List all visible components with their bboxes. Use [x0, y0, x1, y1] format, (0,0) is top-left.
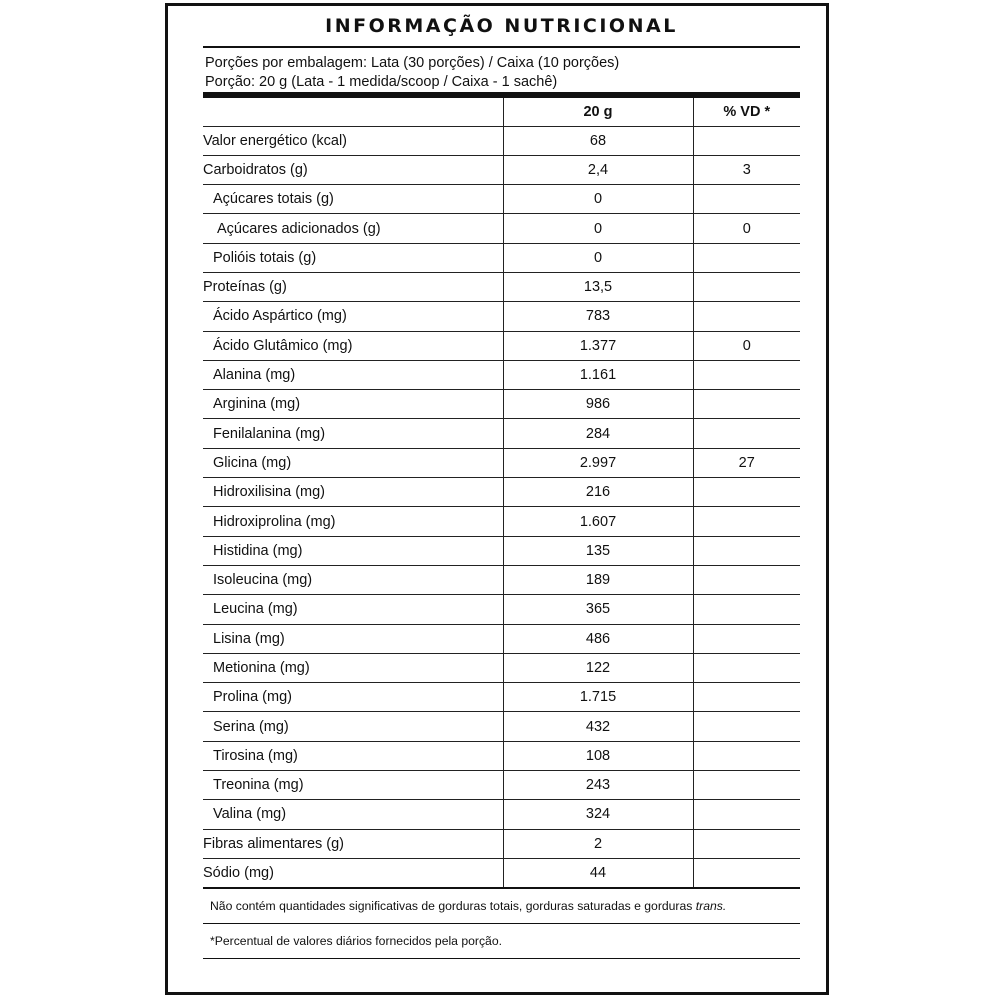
nutrient-name: Polióis totais (g): [213, 249, 317, 266]
table-row: [203, 272, 800, 301]
table-header: [203, 98, 800, 126]
serving-info: [203, 48, 800, 92]
nutrient-name: Arginina (mg): [213, 396, 301, 413]
header-nutrient: [203, 98, 503, 126]
nutrient-name-cell: [203, 155, 503, 184]
nutrient-daily-value: 3: [693, 155, 800, 184]
nutrient-daily-value: [693, 653, 800, 682]
nutrient-name: Fibras alimentares (g): [203, 835, 345, 852]
disclaimer-trans: trans.: [695, 898, 727, 913]
footnote: *Percentual de valores diários fornecidos pela porção.: [210, 933, 502, 948]
nutrient-name: Hidroxilisina (mg): [213, 484, 325, 501]
nutrient-amount: 216: [503, 478, 693, 507]
nutrient-name: Serina (mg): [213, 718, 289, 735]
nutrient-daily-value: [693, 507, 800, 536]
nutrient-name: Prolina (mg): [213, 689, 292, 706]
nutrient-name-cell: [203, 448, 503, 477]
nutrient-amount: 986: [503, 390, 693, 419]
nutrient-daily-value: [693, 126, 800, 155]
nutrient-name-cell: [203, 565, 503, 594]
table-row: [203, 478, 800, 507]
disclaimer-text: Não contém quantidades significativas de gorduras totais, gorduras saturadas e gorduras: [210, 898, 696, 913]
nutrient-daily-value: [693, 302, 800, 331]
nutrient-name-cell: [203, 800, 503, 829]
table-row: [203, 565, 800, 594]
nutrient-name-cell: [203, 653, 503, 682]
nutrient-name: Treonina (mg): [213, 777, 304, 794]
nutrient-name-cell: [203, 390, 503, 419]
nutrient-amount: 0: [503, 214, 693, 243]
nutrient-amount: 2.997: [503, 448, 693, 477]
nutrient-name-cell: [203, 536, 503, 565]
nutrient-name: Tirosina (mg): [213, 747, 298, 764]
nutrient-name: Hidroxiprolina (mg): [213, 513, 336, 530]
table-row: [203, 448, 800, 477]
header-daily-value: % VD *: [693, 98, 800, 126]
nutrition-label: [165, 3, 829, 995]
table-row: [203, 185, 800, 214]
table-row: [203, 536, 800, 565]
nutrient-name: Fenilalanina (mg): [213, 425, 326, 442]
nutrient-name: Valor energético (kcal): [203, 132, 347, 149]
nutrient-name-cell: [203, 829, 503, 858]
table-row: [203, 741, 800, 770]
table-row: [203, 302, 800, 331]
nutrient-amount: 0: [503, 243, 693, 272]
nutrient-name: Leucina (mg): [213, 601, 298, 618]
nutrient-amount: 1.161: [503, 360, 693, 389]
nutrient-daily-value: [693, 712, 800, 741]
nutrient-amount: 1.715: [503, 683, 693, 712]
nutrient-daily-value: [693, 185, 800, 214]
nutrient-name: Alanina (mg): [213, 367, 296, 384]
nutrient-amount: 486: [503, 624, 693, 653]
nutrient-daily-value: [693, 624, 800, 653]
table-row: [203, 712, 800, 741]
nutrient-name-cell: [203, 302, 503, 331]
nutrient-name-cell: [203, 712, 503, 741]
nutrient-name: Histidina (mg): [213, 542, 303, 559]
nutrient-name-cell: [203, 478, 503, 507]
nutrient-amount: 2: [503, 829, 693, 858]
table-row: [203, 360, 800, 389]
table-row: [203, 214, 800, 243]
nutrient-amount: 243: [503, 771, 693, 800]
nutrient-amount: 122: [503, 653, 693, 682]
nutrient-daily-value: [693, 800, 800, 829]
nutrient-daily-value: [693, 595, 800, 624]
serving-size: Porção: 20 g (Lata - 1 medida/scoop / Caixa - 1 sachê): [205, 74, 558, 90]
nutrient-name-cell: [203, 126, 503, 155]
table-row: [203, 800, 800, 829]
nutrient-daily-value: 0: [693, 331, 800, 360]
table-row: [203, 858, 800, 887]
nutrient-daily-value: [693, 536, 800, 565]
nutrient-daily-value: [693, 683, 800, 712]
nutrient-amount: 44: [503, 858, 693, 887]
nutrition-label-content: [203, 6, 800, 959]
nutrient-name-cell: [203, 214, 503, 243]
nutrient-name-cell: [203, 683, 503, 712]
nutrient-amount: 1.607: [503, 507, 693, 536]
nutrient-amount: 68: [503, 126, 693, 155]
nutrient-amount: 783: [503, 302, 693, 331]
nutrient-name: Ácido Aspártico (mg): [213, 308, 347, 325]
table-row: [203, 595, 800, 624]
table-row: [203, 624, 800, 653]
nutrient-name-cell: [203, 624, 503, 653]
nutrient-name: Açúcares adicionados (g): [217, 220, 381, 237]
nutrient-amount: 135: [503, 536, 693, 565]
nutrient-amount: 2,4: [503, 155, 693, 184]
servings-per-package: Porções por embalagem: Lata (30 porções) / Caixa (10 porções): [205, 55, 620, 71]
nutrient-name-cell: [203, 595, 503, 624]
nutrient-daily-value: [693, 858, 800, 887]
nutrient-daily-value: [693, 829, 800, 858]
nutrient-name-cell: [203, 858, 503, 887]
nutrient-daily-value: [693, 741, 800, 770]
table-row: [203, 155, 800, 184]
footnote-divider: [203, 958, 800, 959]
nutrient-name: Ácido Glutâmico (mg): [213, 337, 353, 354]
nutrient-name-cell: [203, 741, 503, 770]
nutrient-daily-value: [693, 360, 800, 389]
table-row: [203, 243, 800, 272]
table-row: [203, 331, 800, 360]
nutrient-name: Proteínas (g): [203, 279, 287, 296]
nutrient-amount: 189: [503, 565, 693, 594]
nutrient-daily-value: [693, 565, 800, 594]
nutrient-name-cell: [203, 272, 503, 301]
nutrient-name: Açúcares totais (g): [213, 191, 334, 208]
nutrient-name-cell: [203, 360, 503, 389]
nutrient-amount: 432: [503, 712, 693, 741]
table-row: [203, 507, 800, 536]
nutrient-name: Sódio (mg): [203, 864, 274, 881]
table-row: [203, 419, 800, 448]
table-row: [203, 771, 800, 800]
nutrient-daily-value: 0: [693, 214, 800, 243]
table-row: [203, 653, 800, 682]
nutrient-name-cell: [203, 771, 503, 800]
table-row: [203, 829, 800, 858]
nutrient-daily-value: [693, 771, 800, 800]
nutrient-amount: 13,5: [503, 272, 693, 301]
nutrient-name-cell: [203, 419, 503, 448]
table-row: [203, 126, 800, 155]
nutrient-name-cell: [203, 331, 503, 360]
nutrient-name-cell: [203, 507, 503, 536]
nutrient-daily-value: [693, 243, 800, 272]
nutrient-amount: 284: [503, 419, 693, 448]
table-row: [203, 683, 800, 712]
nutrient-daily-value: [693, 272, 800, 301]
nutrient-amount: 108: [503, 741, 693, 770]
nutrient-amount: 0: [503, 185, 693, 214]
disclaimer-note: [203, 889, 800, 923]
nutrient-name: Lisina (mg): [213, 630, 285, 647]
label-title: INFORMAÇÃO NUTRICIONAL: [325, 15, 678, 37]
nutrient-name: Isoleucina (mg): [213, 572, 313, 589]
nutrient-amount: 1.377: [503, 331, 693, 360]
header-amount: 20 g: [503, 98, 693, 126]
nutrient-amount: 324: [503, 800, 693, 829]
nutrient-daily-value: [693, 419, 800, 448]
table-row: [203, 390, 800, 419]
nutrient-daily-value: [693, 478, 800, 507]
nutrient-name: Valina (mg): [213, 806, 287, 823]
nutrient-name: Carboidratos (g): [203, 161, 308, 178]
nutrient-daily-value: 27: [693, 448, 800, 477]
nutrient-name-cell: [203, 185, 503, 214]
nutrient-name: Metionina (mg): [213, 659, 310, 676]
nutrient-amount: 365: [503, 595, 693, 624]
nutrient-name: Glicina (mg): [213, 454, 292, 471]
nutrient-name-cell: [203, 243, 503, 272]
nutrition-table: [203, 98, 800, 889]
nutrient-daily-value: [693, 390, 800, 419]
